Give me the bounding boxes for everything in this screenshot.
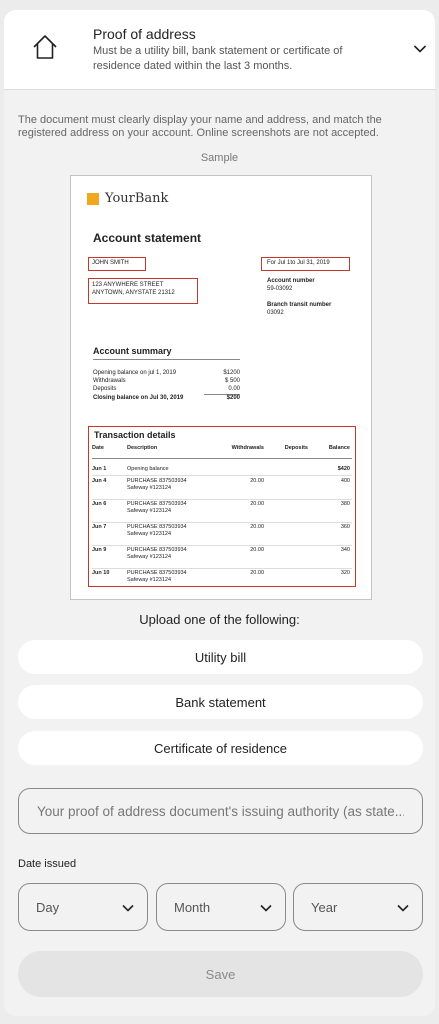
account-summary-title: Account summary [93,346,172,356]
month-select[interactable] [156,883,286,931]
sample-document-image [70,175,372,600]
address-line-2: ANYTOWN, ANYSTATE 21312 [92,290,175,296]
transactions-highlight [88,426,356,587]
header-title: Proof of address [93,26,196,42]
date-issued-label: Date issued [18,858,77,870]
utility-bill-button[interactable]: Utility bill [18,640,423,674]
statement-title: Account statement [93,231,202,245]
certificate-of-residence-button[interactable]: Certificate of residence [18,731,423,765]
proof-of-address-header[interactable] [4,10,435,90]
transaction-row: Jun 10 PURCHASE 837503934 Safeway #123124 20.00 320 [92,570,350,583]
day-select-value: Day [36,900,60,915]
address-line-1: 123 ANYWHERE STREET [92,282,164,288]
summary-row: Opening balance on jul 1, 2019 $1200 [93,370,240,376]
chevron-down-icon [122,904,134,912]
transaction-row: Jun 7 PURCHASE 837503934 Safeway #123124 20.00 360 [92,524,352,546]
home-icon [32,34,58,60]
summary-row-total: Closing balance on Jul 30, 2019 $200 [93,395,240,401]
customer-name: JOHN SMITH [92,260,129,266]
transaction-row: Jun 4 PURCHASE 837503934 Safeway #123124 20.00 400 [92,478,352,500]
chevron-down-icon [260,904,272,912]
header-subtitle: Must be a utility bill, bank statement or certificate of residence dated within the last 3 months. [93,45,343,72]
branch-transit-label: Branch transit number [267,302,332,308]
bank-statement-button[interactable]: Bank statement [18,685,423,719]
save-button[interactable]: Save [18,951,423,997]
upload-options-label: Upload one of the following: [139,612,300,627]
sample-label: Sample [200,152,239,164]
branch-transit-number: 03092 [267,310,284,316]
transaction-header-row: Date Description Withdrawals Deposits Balance [92,445,352,459]
year-select-value: Year [311,900,338,915]
account-number-label: Account number [267,278,315,284]
chevron-down-icon [397,904,409,912]
issuing-authority-input[interactable] [18,788,423,834]
month-select-value: Month [174,900,211,915]
document-requirements-text: The document must clearly display your name and address, and match the registered address on your account. Online screenshots are not accepted. [18,114,382,139]
bank-name: YourBank [105,191,169,206]
day-select[interactable] [18,883,148,931]
summary-row: Withdrawals $ 500 [93,378,240,384]
account-number: 59-03092 [267,286,293,292]
statement-period: For Jul 1to Jul 31, 2019 [267,260,330,266]
bank-logo-icon [87,193,99,205]
proof-of-address-card [4,10,435,1016]
summary-divider [93,359,240,360]
transaction-row: Jun 9 PURCHASE 837503934 Safeway #123124 20.00 340 [92,547,352,569]
transaction-row: Jun 6 PURCHASE 837503934 Safeway #123124 20.00 380 [92,501,352,523]
transaction-details-title: Transaction details [94,430,176,440]
year-select[interactable] [293,883,423,931]
chevron-down-icon[interactable] [413,44,427,54]
transaction-row: Jun 1 Opening balance $420 [92,466,352,476]
summary-row: Deposits 0.00 [93,386,240,392]
